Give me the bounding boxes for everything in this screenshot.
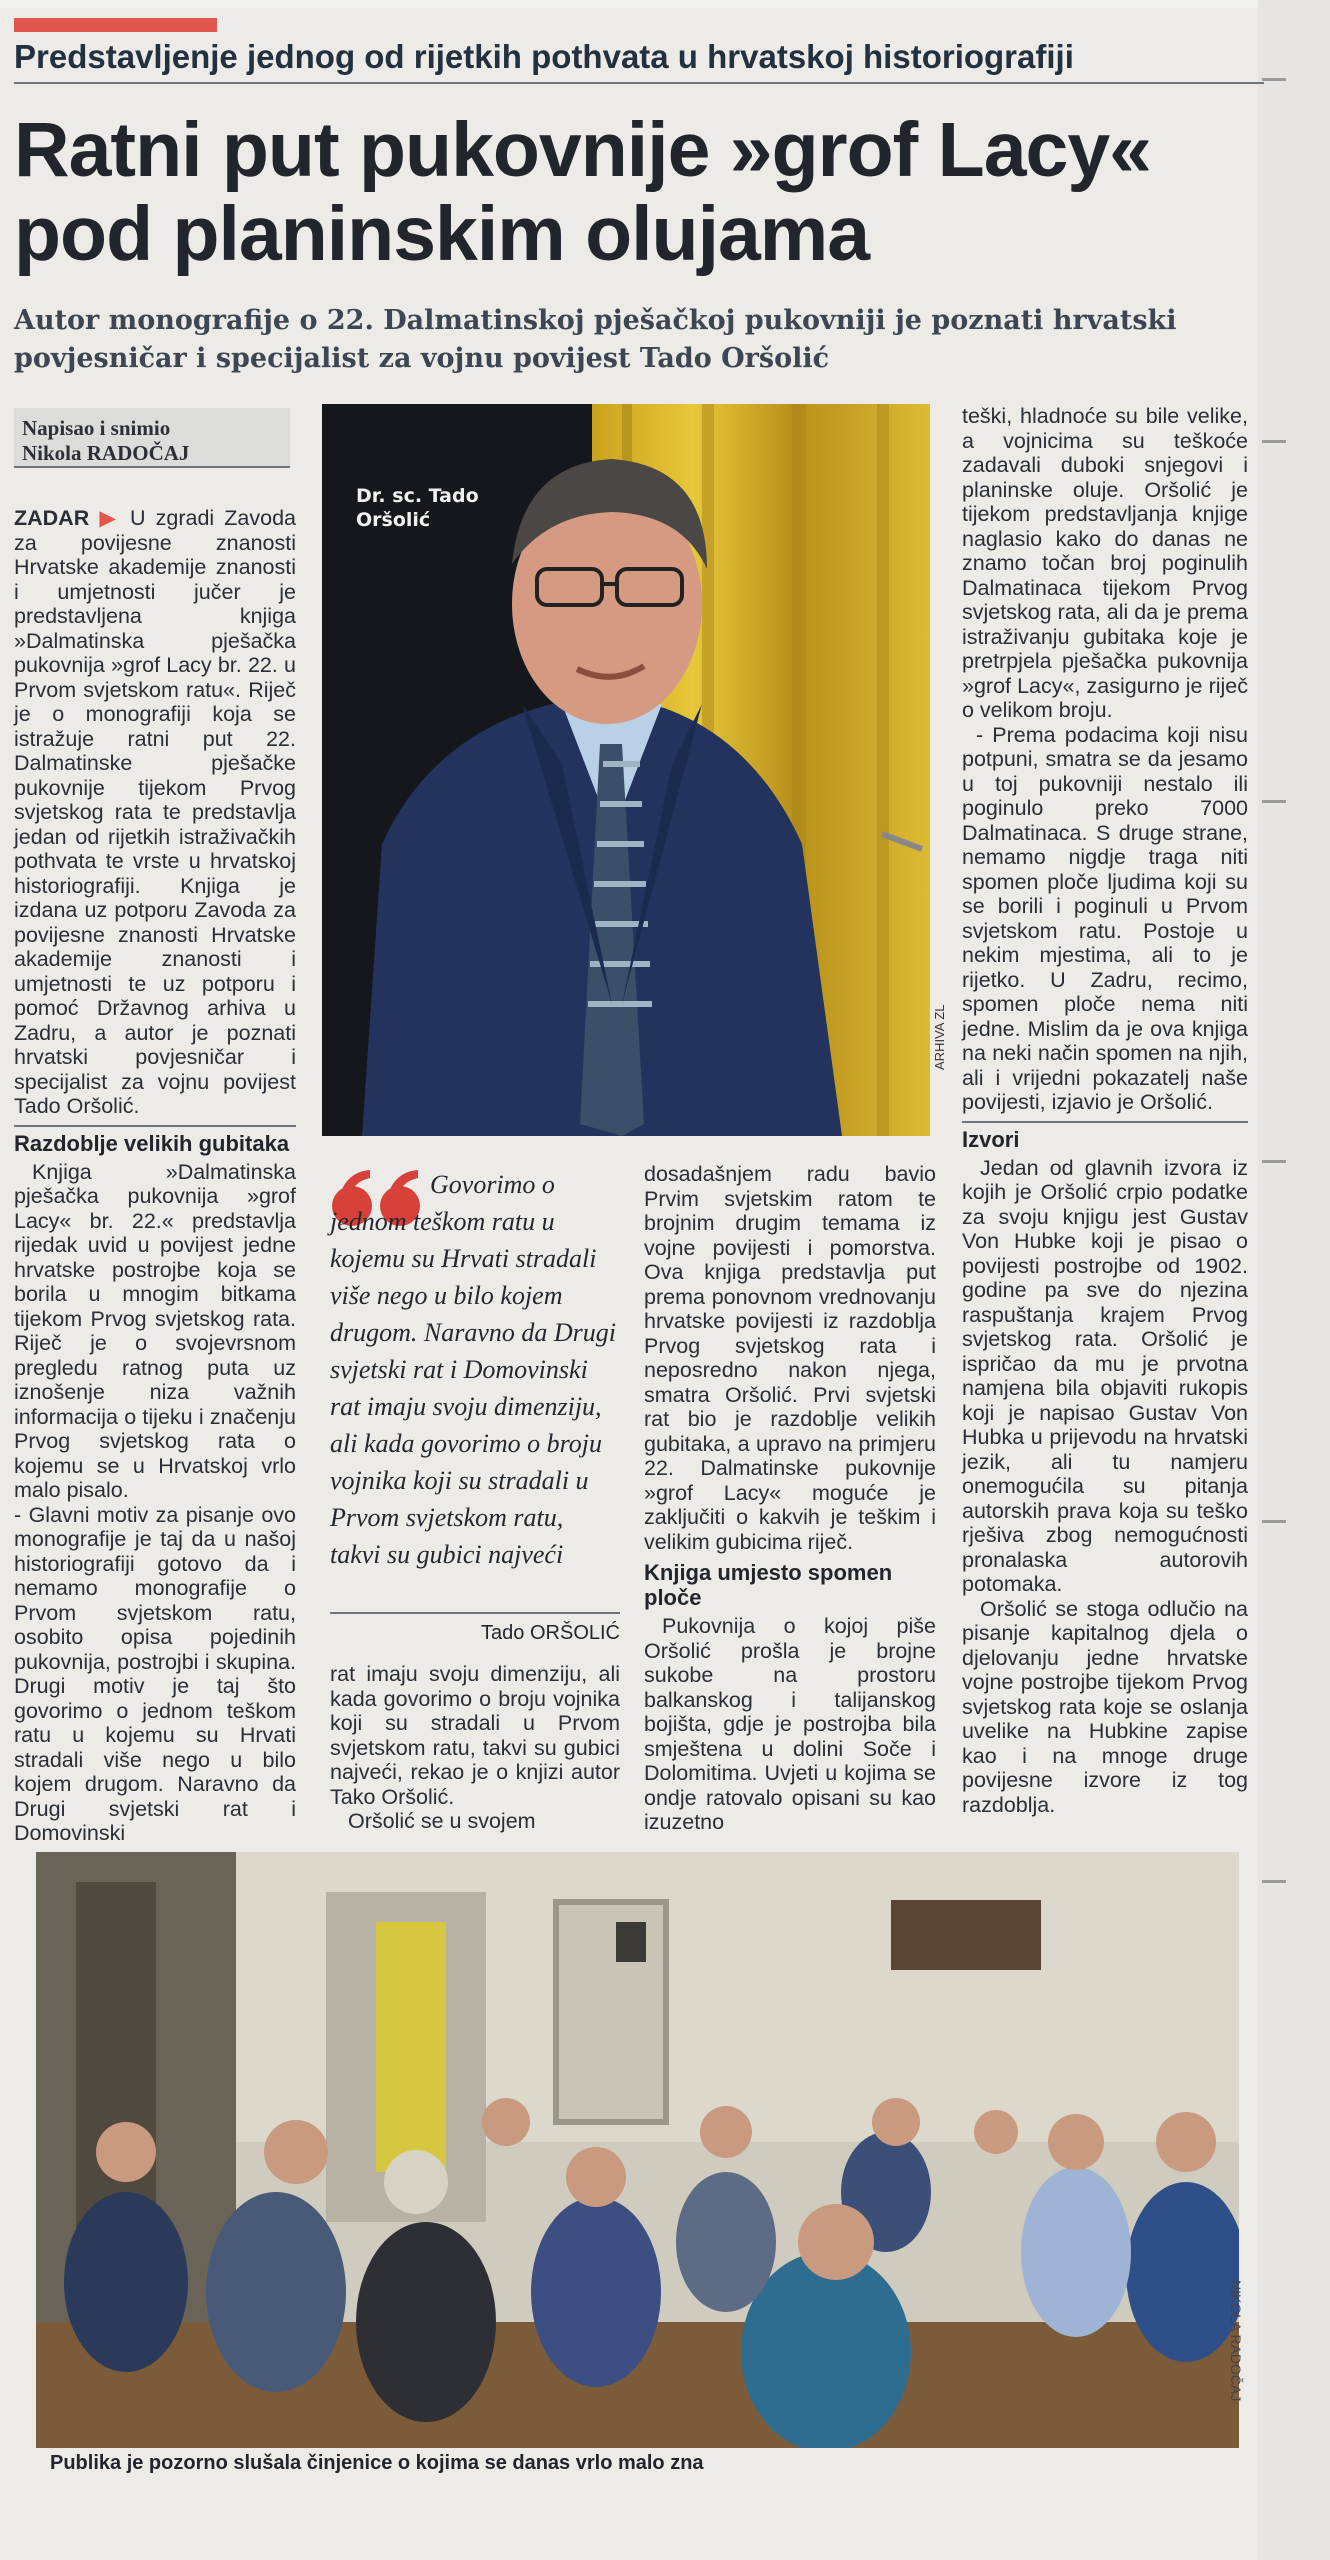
paragraph: - Prema podacima koji nisu potpuni, smatra se da jesamo u toj pukovniji nestalo ili poginulo preko 7000 Dalmatinaca. S druge strane, nemamo nigdje traga niti spomen ploče ljudima koji su se borili i poginuli u Prvom svjetskom ratu. Postoje u nekim mjestima, ali to je rijetko. U Zadru, recimo, spomen ploče nema niti jedne. Mislim da je ova knjiga na neki način spomen na njih, ali i vrijedni pokazatelj naše povijesti, izjavio je Oršolić. <box>962 722 1248 1114</box>
pull-quote <box>330 1166 620 1573</box>
paragraph: Oršolić se u svojem <box>348 1809 536 1833</box>
subheading: Knjiga umjesto spomen ploče <box>644 1560 893 1610</box>
subheading: Razdoblje velikih gubitaka <box>14 1125 296 1156</box>
subheadline: Autor monografije o 22. Dalmatinskoj pješačkoj pukovniji je poznati hrvatski povjesničar i specijalist za vojnu povijest Tado Oršolić <box>14 305 1177 374</box>
margin-mark <box>1262 78 1286 81</box>
audience-photo <box>36 1852 1239 2448</box>
paragraph: Knjiga »Dalmatinska pješačka pukovnija »grof Lacy« br. 22.« predstavlja rijedak uvid u povijest jedne hrvatske postrojbe koja se borila u mnogim bitkama tijekom Prvog svjetskog rata. Riječ je o svojevrsnom pregledu ratnog puta uz iznošenje niza važnih informacija o tijeku i značenju Prvog svjetskog rata o kojemu se u Hrvatskoj vrlo malo pisalo. <box>14 1159 296 1502</box>
audience-illustration <box>36 1852 1239 2448</box>
photo-credit: ARHIVA ZL <box>932 1004 947 1070</box>
headline: Ratni put pukovnije »grof Lacy« pod planinskim olujama <box>14 107 1152 277</box>
margin-mark <box>1262 1520 1286 1523</box>
paragraph: - Glavni motiv za pisanje ovo monografije je taj da u našoj historiografiji gotovo da i nemamo monografije o Prvom svjetskom ratu, osobito opisa pojedinih pukovnija, postrojbi i skupina. Drugi motiv je taj što govorimo o jednom teškom ratu u kojemu su Hrvati stradali više nego u bilo kojem drugom. Naravno da Drugi svjetski rat i Domovinski <box>14 1502 296 1845</box>
column-3 <box>644 1162 936 1835</box>
speaker-photo <box>322 404 930 1136</box>
section-accent-bar <box>14 18 217 32</box>
photo-credit: NIKOLA RADOČAJ <box>1228 2280 1244 2402</box>
subheading: Izvori <box>962 1121 1248 1152</box>
byline-label: Napisao i snimio <box>22 416 171 440</box>
byline <box>14 408 290 468</box>
byline-author: Nikola RADOČAJ <box>22 441 190 465</box>
dateline-marker: ▶ <box>89 506 120 530</box>
paragraph: rat imaju svoju dimenziju, ali kada govorimo o broju vojnika koji su stradali u Prvom svjetskom ratu, takvi su gubici najveći, rekao je o knjizi autor Tako Oršolić. <box>330 1662 620 1809</box>
margin-mark <box>1262 1160 1286 1163</box>
page-top-edge <box>0 0 1330 8</box>
margin-mark <box>1262 1880 1286 1883</box>
paragraph: Jedan od glavnih izvora iz kojih je Oršolić crpio podatke za svoju knjigu jest Gustav Von Hubke koji je pisao o povijesti postrojbe od 1902. godine pa sve do njezina raspuštanja krajem Prvog svjetskog rata. Oršolić je ispričao da mu je prvotna namjena bila objaviti rukopis koji je napisao Gustav Von Hubka u prijevodu na hrvatski jezik, ali tu namjeru onemogućila su pitanja autorskih prava koja su teško rješiva zbog nemogućnosti pronalaska autorovih potomaka. <box>962 1155 1248 1596</box>
dateline: ZADAR <box>14 506 90 530</box>
paragraph: Pukovnija o kojoj piše Oršolić prošla je brojne sukobe na prostoru balkanskog i talijanskog bojišta, gdje je postrojba bila smještena u dolini Soče i Dolomitima. Uvjeti u kojima se ondje ratovalo opisani su kao izuzetno <box>644 1614 936 1834</box>
pull-quote-author: Tado ORŠOLIĆ <box>330 1612 620 1645</box>
column-4 <box>962 404 1248 1817</box>
photo-caption: Publika je pozorno slušala činjenice o kojima se danas vrlo malo zna <box>50 2452 704 2474</box>
column-1 <box>14 506 296 1846</box>
photo-caption: Dr. sc. Tado Oršolić <box>356 485 479 531</box>
margin-mark <box>1262 800 1286 803</box>
column-2 <box>330 1662 620 1834</box>
paragraph: teški, hladnoće su bile velike, a vojnicima su teškoće zadavali duboki snjegovi i planinske oluje. Oršolić je tijekom predstavljanja knjige naglasio kako do danas ne znamo točan broj poginulih Dalmatinaca tijekom Prvog svjetskog rata, ali da je prema istraživanju gubitaka koje je pretrpjela pješačka pukovnija »grof Lacy«, zasigurno je riječ o velikom broju. <box>962 404 1248 722</box>
page-right-margin <box>1258 0 1330 2560</box>
pull-quote-text: Govorimo o jednom teškom ratu u kojemu su Hrvati stradali više nego u bilo kojem drugom. Naravno da Drugi svjetski rat i Domovinski rat imaju svoju dimenziju, ali kada govorimo o broju vojnika koji su stradali u Prvom svjetskom ratu, takvi su gubici najveći <box>330 1170 617 1569</box>
paragraph: dosadašnjem radu bavio Prvim svjetskim ratom te brojnim drugim temama iz vojne povijesti i pomorstva. Ova knjiga predstavlja put prema ponovnom vrednovanju hrvatske povijesti iz razdoblja Prvog svjetskog rata i neposredno nakon njega, smatra Oršolić. Prvi svjetski rat bio je razdoblje velikih gubitaka, a upravo na primjeru 22. Dalmatinske pukovnije »grof Lacy« moguće je zaključiti o kakvih je teškim i velikim gubicima riječ. <box>644 1162 936 1554</box>
kicker: Predstavljenje jednog od rijetkih pothvata u hrvatskoj historiografiji <box>14 38 1264 84</box>
margin-mark <box>1262 440 1286 443</box>
paragraph: Oršolić se stoga odlučio na pisanje kapitalnog djela o djelovanju jedne hrvatske vojne postrojbe tijekom Prvog svjetskog rata koje se oslanja uvelike na Hubkine zapise kao i na mnoge druge povijesne izvore iz tog razdoblja. <box>962 1596 1248 1817</box>
paragraph: U zgradi Zavoda za povijesne znanosti Hrvatske akademije znanosti i umjetnosti jučer je predstavljena knjiga »Dalmatinska pješačka pukovnija »grof Lacy br. 22. u Prvom svjetskom ratu«. Riječ je o monografiji koja se istražuje ratni put 22. Dalmatinske pješačke pukovnije tijekom Prvog svjetskog rata te predstavlja jedan od rijetkih istraživačkih pothvata te vrste u hrvatskoj historiografiji. Knjiga je izdana uz potporu Zavoda za povijesne znanosti Hrvatske akademije znanosti i umjetnosti te uz potporu i pomoć Državnog arhiva u Zadru, a autor je poznati hrvatski povjesničar i specijalist za vojnu povijest Tado Oršolić. <box>14 506 296 1118</box>
